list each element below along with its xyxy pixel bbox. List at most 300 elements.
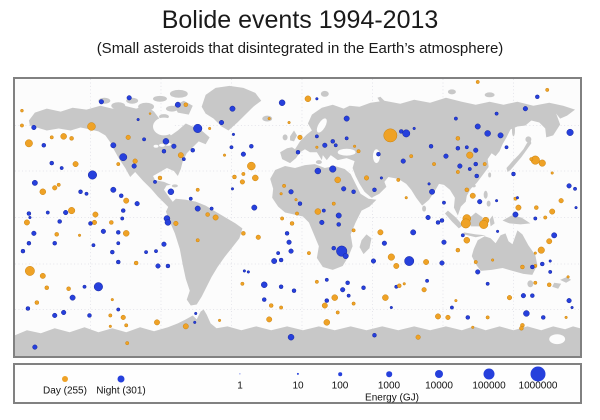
- bolide-dot-night: [325, 299, 329, 303]
- bolide-dot-night: [58, 219, 62, 223]
- bolide-dot-night: [163, 138, 169, 144]
- day-legend-dot: [62, 376, 68, 382]
- bolide-dot-night: [475, 270, 480, 275]
- bolide-dot-day: [335, 177, 341, 183]
- bolide-dot-night: [530, 265, 534, 269]
- bolide-dot-night: [401, 159, 406, 164]
- bolide-dot-day: [123, 230, 129, 236]
- bolide-dot-night: [340, 287, 345, 292]
- bolide-dot-night: [175, 102, 180, 107]
- bolide-dot-night: [523, 310, 529, 316]
- bolide-dot-night: [347, 294, 350, 297]
- bolide-dot-night: [344, 116, 349, 121]
- bolide-dot-day: [547, 283, 551, 287]
- bolide-dot-night: [477, 199, 482, 204]
- bolide-dot-night: [320, 220, 325, 225]
- bolide-dot-night: [549, 270, 552, 273]
- bolide-dot-night: [194, 312, 197, 315]
- bolide-dot-day: [50, 136, 53, 139]
- bolide-dot-day: [111, 298, 114, 301]
- bolide-dot-day: [507, 295, 512, 300]
- bolide-dot-day: [213, 215, 218, 220]
- bolide-dot-night: [144, 250, 147, 253]
- bolide-dot-night: [289, 190, 294, 195]
- bolide-dot-night: [341, 187, 346, 192]
- bolide-dot-night: [99, 99, 104, 104]
- energy-scale-dot: [297, 373, 299, 375]
- bolide-dot-night: [535, 95, 539, 99]
- energy-scale-label: 10: [292, 380, 304, 392]
- bolide-dot-night: [534, 217, 537, 220]
- bolide-dot-night: [465, 146, 468, 149]
- bolide-dot-night: [296, 150, 300, 154]
- bolide-dot-night: [315, 135, 318, 138]
- world-map-panel: [13, 77, 582, 358]
- bolide-dot-day: [280, 192, 283, 195]
- bolide-dot-night: [135, 201, 140, 206]
- bolide-dot-day: [178, 153, 183, 158]
- bolide-dot-day: [290, 221, 294, 225]
- world-map-svg: [15, 79, 580, 356]
- bolide-dot-day: [550, 209, 555, 214]
- bolide-dot-day: [316, 146, 319, 149]
- bolide-dot-day: [25, 140, 32, 147]
- bolide-dot-day: [184, 103, 188, 107]
- bolide-dot-day: [282, 184, 285, 187]
- bolide-dot-night: [567, 298, 572, 303]
- bolide-dot-night: [287, 240, 292, 245]
- bolide-dot-day: [269, 304, 273, 308]
- bolide-dot-night: [336, 213, 341, 218]
- bolide-dot-day: [109, 220, 113, 224]
- bolide-dot-night: [162, 149, 166, 153]
- bolide-dot-night: [83, 285, 86, 288]
- bolide-dot-night: [249, 144, 253, 148]
- energy-scale-dot: [338, 372, 342, 376]
- bolide-dot-day: [486, 316, 489, 319]
- bolide-dot-day: [446, 315, 451, 320]
- bolide-dot-day: [295, 198, 298, 201]
- bolide-dot-night: [298, 202, 302, 206]
- bolide-dot-day: [483, 162, 486, 165]
- bolide-dot-night: [475, 124, 480, 129]
- bolide-dot-day: [93, 212, 98, 217]
- bolide-dot-day: [126, 341, 129, 344]
- bolide-dot-night: [292, 289, 296, 293]
- bolide-dot-day: [547, 239, 552, 244]
- bolide-dot-night: [413, 127, 416, 130]
- bolide-dot-night: [411, 230, 416, 235]
- energy-scale-label: 100: [331, 380, 349, 392]
- bolide-dot-day: [149, 113, 151, 115]
- bolide-dot-night: [88, 171, 97, 180]
- bolide-dot-day: [551, 172, 554, 175]
- bolide-dot-night: [362, 286, 366, 290]
- bolide-dot-day: [206, 213, 210, 217]
- bolide-dot-night: [346, 281, 350, 285]
- bolide-dot-day: [70, 136, 74, 140]
- bolide-dot-night: [571, 306, 574, 309]
- bolide-dot-day: [183, 324, 188, 329]
- bolide-dot-night: [172, 144, 177, 149]
- bolide-dot-day: [268, 117, 271, 120]
- bolide-dot-day: [134, 261, 138, 265]
- bolide-dot-night: [29, 216, 32, 219]
- bolide-dot-night: [486, 282, 489, 285]
- bolide-dot-day: [279, 306, 282, 309]
- bolide-dot-day: [322, 303, 327, 308]
- bolide-dot-night: [21, 249, 25, 253]
- bolide-dot-day: [416, 335, 421, 340]
- bolide-dot-day: [240, 180, 245, 185]
- bolide-dot-day: [92, 220, 97, 225]
- bolide-dot-night: [193, 321, 196, 324]
- bolide-dot-night: [473, 148, 478, 153]
- bolide-dot-night: [230, 146, 233, 149]
- bolide-dot-day: [544, 216, 547, 219]
- bolide-dot-day: [154, 320, 159, 325]
- bolide-dot-night: [121, 209, 125, 213]
- energy-scale-label: 1000: [377, 380, 401, 392]
- bolide-dot-night: [332, 246, 336, 250]
- bolide-dot-night: [165, 219, 171, 225]
- bolide-dot-night: [261, 282, 267, 288]
- bolide-dot-day: [24, 220, 29, 225]
- bolide-dot-day: [315, 209, 321, 215]
- bolide-dot-day: [35, 301, 39, 305]
- bolide-dot-night: [127, 96, 132, 101]
- bolide-dot-night: [111, 187, 116, 192]
- bolide-dot-night: [496, 230, 499, 233]
- bolide-dot-day: [133, 159, 138, 164]
- energy-scale-label: 10000: [425, 380, 453, 392]
- bolide-dot-night: [262, 298, 266, 302]
- bolide-dot-day: [61, 133, 67, 139]
- bolide-dot-day: [394, 263, 399, 268]
- energy-scale-label: 1000000: [518, 380, 558, 392]
- bolide-dot-day: [378, 230, 383, 235]
- bolide-dot-day: [267, 317, 272, 322]
- bolide-dot-night: [32, 231, 37, 236]
- bolide-dot-night: [456, 146, 460, 150]
- bolide-dot-day: [315, 280, 318, 283]
- energy-scale-dot: [531, 367, 546, 382]
- page-title: Bolide events 1994-2013: [161, 6, 439, 34]
- bolide-dot-day: [241, 231, 245, 235]
- page-subtitle: (Small asteroids that disintegrated in the Earth’s atmosphere): [96, 40, 504, 57]
- bolide-dot-day: [78, 234, 81, 237]
- bolide-dot-day: [519, 326, 523, 330]
- bolide-dot-night: [405, 256, 414, 265]
- bolide-dot-night: [371, 259, 376, 264]
- bolide-dot-night: [380, 177, 383, 180]
- bolide-dot-night: [475, 174, 479, 178]
- bolide-dot-day: [435, 314, 440, 319]
- bolide-dot-day: [196, 188, 199, 191]
- bolide-dot-night: [426, 215, 431, 220]
- bolide-dot-night: [450, 306, 453, 309]
- bolide-dot-night: [372, 333, 376, 337]
- bolide-dot-night: [376, 152, 380, 156]
- bolide-dot-night: [85, 192, 88, 195]
- bolide-dot-night: [442, 240, 447, 245]
- bolide-dot-night: [33, 345, 38, 350]
- bolide-dot-night: [50, 161, 54, 165]
- energy-scale-dot: [484, 369, 495, 380]
- bolide-dot-night: [540, 262, 544, 266]
- night-legend-label: Night (301): [96, 385, 146, 397]
- bolide-dot-night: [219, 120, 224, 125]
- bolide-dot-night: [552, 233, 557, 238]
- bolide-dot-day: [121, 315, 126, 320]
- bolide-dot-day: [55, 232, 59, 236]
- bolide-dot-day: [516, 205, 521, 210]
- bolide-dot-day: [467, 152, 474, 159]
- bolide-dot-day: [539, 160, 546, 167]
- legend-box: [13, 363, 582, 404]
- bolide-dot-night: [523, 106, 528, 111]
- bolide-dot-night: [101, 229, 106, 234]
- bolide-dot-night: [27, 241, 31, 245]
- bolide-dot-day: [256, 235, 261, 240]
- bolide-dot-day: [232, 175, 236, 179]
- bolide-dot-night: [279, 258, 283, 262]
- bolide-dot-night: [193, 124, 202, 133]
- continents: [15, 86, 580, 356]
- bolide-dot-day: [565, 316, 568, 319]
- bolide-dot-night: [316, 97, 319, 100]
- bolide-dot-night: [352, 190, 356, 194]
- bolide-dot-night: [505, 146, 508, 149]
- bolide-dot-day: [124, 198, 129, 203]
- bolide-dot-day: [352, 229, 355, 232]
- bolide-dot-night: [87, 313, 91, 317]
- bolide-dot-night: [541, 315, 545, 319]
- bolide-dot-night: [382, 241, 387, 246]
- bolide-dot-day: [252, 175, 258, 181]
- bolide-dot-day: [125, 324, 128, 327]
- bolide-dot-day: [520, 265, 524, 269]
- bolide-dot-night: [132, 164, 137, 169]
- bolide-dot-day: [530, 157, 533, 160]
- bolide-dot-day: [364, 176, 369, 181]
- bolide-dot-day: [405, 196, 408, 199]
- bolide-dot-night: [322, 209, 325, 212]
- bolide-dot-day: [546, 88, 549, 91]
- bolide-dot-night: [210, 207, 213, 210]
- bolide-dot-night: [61, 310, 66, 315]
- bolide-dot-night: [53, 241, 57, 245]
- bolide-dot-night: [485, 130, 491, 136]
- bolide-dot-night: [271, 258, 276, 263]
- bolide-dot-night: [513, 212, 518, 217]
- bolide-dot-night: [440, 218, 444, 222]
- bolide-dot-night: [252, 205, 257, 210]
- bolide-dot-night: [168, 189, 174, 195]
- bolide-dot-night: [468, 167, 471, 170]
- day-legend-label: Day (255): [43, 385, 87, 397]
- bolide-dot-day: [40, 273, 45, 278]
- bolide-dot-night: [454, 117, 457, 120]
- bolide-dot-day: [57, 183, 60, 186]
- bolide-dot-night: [436, 220, 440, 224]
- bolide-dot-night: [52, 313, 57, 318]
- bolide-dot-night: [575, 206, 578, 209]
- bolide-dot-day: [534, 252, 537, 255]
- bolide-dot-night: [182, 157, 185, 160]
- energy-scale-dot: [386, 371, 392, 377]
- bolide-dot-night: [154, 249, 157, 252]
- bolide-dot-night: [474, 162, 478, 166]
- energy-scale-label: 1: [237, 380, 243, 392]
- bolide-dot-night: [440, 261, 445, 266]
- bolide-dot-day: [109, 314, 112, 317]
- bolide-dot-night: [442, 201, 445, 204]
- bolide-dot-day: [423, 259, 428, 264]
- bolide-dot-day: [384, 129, 397, 142]
- bolide-dot-day: [40, 189, 46, 195]
- bolide-dot-night: [567, 129, 574, 136]
- bolide-dot-night: [88, 221, 92, 225]
- bolide-dot-day: [158, 176, 162, 180]
- bolide-dot-night: [343, 253, 348, 258]
- bolide-dot-day: [52, 186, 57, 191]
- bolide-dot-night: [46, 211, 49, 214]
- bolide-dot-night: [79, 190, 83, 194]
- bolide-dot-night: [279, 100, 285, 106]
- bolide-dot-day: [208, 127, 211, 130]
- bolide-dot-night: [189, 197, 192, 200]
- bolide-dot-day: [465, 188, 469, 192]
- bolide-dot-night: [116, 260, 120, 264]
- bolide-dot-night: [116, 230, 120, 234]
- bolide-dot-night: [166, 264, 170, 268]
- bolide-dot-day: [332, 295, 338, 301]
- bolide-dot-day: [410, 154, 413, 157]
- bolide-dot-day: [20, 124, 23, 127]
- bolide-dot-day: [20, 109, 23, 112]
- bolide-dot-day: [538, 247, 545, 254]
- bolide-dot-day: [534, 281, 537, 284]
- bolide-dot-day: [67, 287, 71, 291]
- bolide-dot-night: [511, 172, 515, 176]
- bolide-dot-night: [334, 144, 337, 147]
- bolide-dot-day: [476, 80, 479, 83]
- bolide-dot-night: [403, 130, 410, 137]
- night-legend-dot: [118, 376, 125, 383]
- bolide-dot-night: [276, 251, 279, 254]
- bolide-dot-night: [530, 294, 534, 298]
- bolide-dot-night: [495, 199, 498, 202]
- bolide-dot-night: [142, 138, 145, 141]
- bolide-dot-day: [73, 161, 78, 166]
- bolide-dot-night: [429, 189, 434, 194]
- bolide-dot-night: [444, 154, 449, 159]
- bolide-dot-night: [195, 206, 200, 211]
- bolide-dot-night: [521, 293, 526, 298]
- bolide-dot-night: [288, 334, 294, 340]
- bolide-dot-night: [285, 231, 289, 235]
- bolide-dot-day: [559, 198, 564, 203]
- bolide-dot-night: [60, 166, 63, 169]
- bolide-dot-day: [397, 284, 401, 288]
- bolide-dot-night: [117, 242, 120, 245]
- bolide-dot-day: [567, 276, 570, 279]
- bolide-dot-day: [534, 206, 538, 210]
- bolide-dot-night: [230, 106, 235, 111]
- bolide-dot-day: [471, 326, 474, 329]
- bolide-dot-day: [324, 319, 330, 325]
- energy-scale-label: 100000: [472, 380, 506, 392]
- bolide-dot-day: [474, 260, 477, 263]
- bolide-dot-night: [425, 279, 428, 282]
- bolide-dot-night: [315, 168, 321, 174]
- bolide-dot-night: [458, 164, 463, 169]
- bolide-dot-night: [241, 152, 246, 157]
- energy-scale-dot: [239, 373, 240, 374]
- bolide-dot-night: [243, 270, 246, 273]
- bolide-dot-day: [109, 325, 112, 328]
- bolide-dot-night: [117, 308, 120, 311]
- bolide-dot-night: [63, 210, 68, 215]
- bolide-dot-night: [390, 306, 393, 309]
- bolide-dot-day: [456, 136, 460, 140]
- bolide-dot-day: [388, 254, 395, 261]
- bolide-dot-day: [68, 207, 75, 214]
- bolide-dot-day: [491, 259, 494, 262]
- bolide-dot-day: [305, 96, 311, 102]
- bolide-dot-night: [191, 148, 195, 152]
- bolide-dot-night: [156, 264, 161, 269]
- bolide-dot-night: [153, 180, 156, 183]
- bolide-dot-night: [119, 194, 123, 198]
- bolide-dot-day: [117, 162, 120, 165]
- bolide-dot-night: [325, 278, 328, 281]
- bolide-dot-day: [45, 286, 49, 290]
- bolide-dot-day: [174, 221, 179, 226]
- bolide-dot-day: [288, 121, 291, 124]
- energy-axis-label: Energy (GJ): [365, 392, 419, 404]
- bolide-dot-night: [92, 244, 95, 247]
- bolide-dot-night: [337, 222, 341, 226]
- bolide-dot-night: [32, 125, 37, 130]
- bolide-dot-night: [331, 139, 335, 143]
- bolide-dot-day: [241, 282, 244, 285]
- bolide-dot-day: [464, 237, 470, 243]
- bolide-dot-night: [428, 183, 431, 186]
- bolide-dot-night: [232, 133, 235, 136]
- bolide-dot-day: [432, 162, 435, 165]
- bolide-dot-night: [516, 196, 519, 199]
- bolide-dot-day: [336, 311, 339, 314]
- bolide-dot-day: [332, 202, 335, 205]
- bolide-dot-day: [25, 266, 34, 275]
- bolide-dot-night: [121, 217, 124, 220]
- bolide-dot-night: [573, 187, 576, 190]
- bolide-dot-day: [456, 248, 460, 252]
- bolide-dot-night: [120, 153, 127, 160]
- bolide-dot-night: [42, 143, 46, 147]
- bolide-dot-night: [111, 143, 116, 148]
- bolide-dot-day: [87, 123, 95, 131]
- bolide-dot-night: [429, 144, 433, 148]
- bolide-dot-night: [549, 260, 552, 263]
- bolide-dot-day: [298, 135, 303, 140]
- bolide-dot-night: [247, 271, 250, 274]
- bolide-dot-day: [357, 150, 360, 153]
- bolide-dot-day: [461, 219, 470, 228]
- bolide-dot-day: [403, 282, 406, 285]
